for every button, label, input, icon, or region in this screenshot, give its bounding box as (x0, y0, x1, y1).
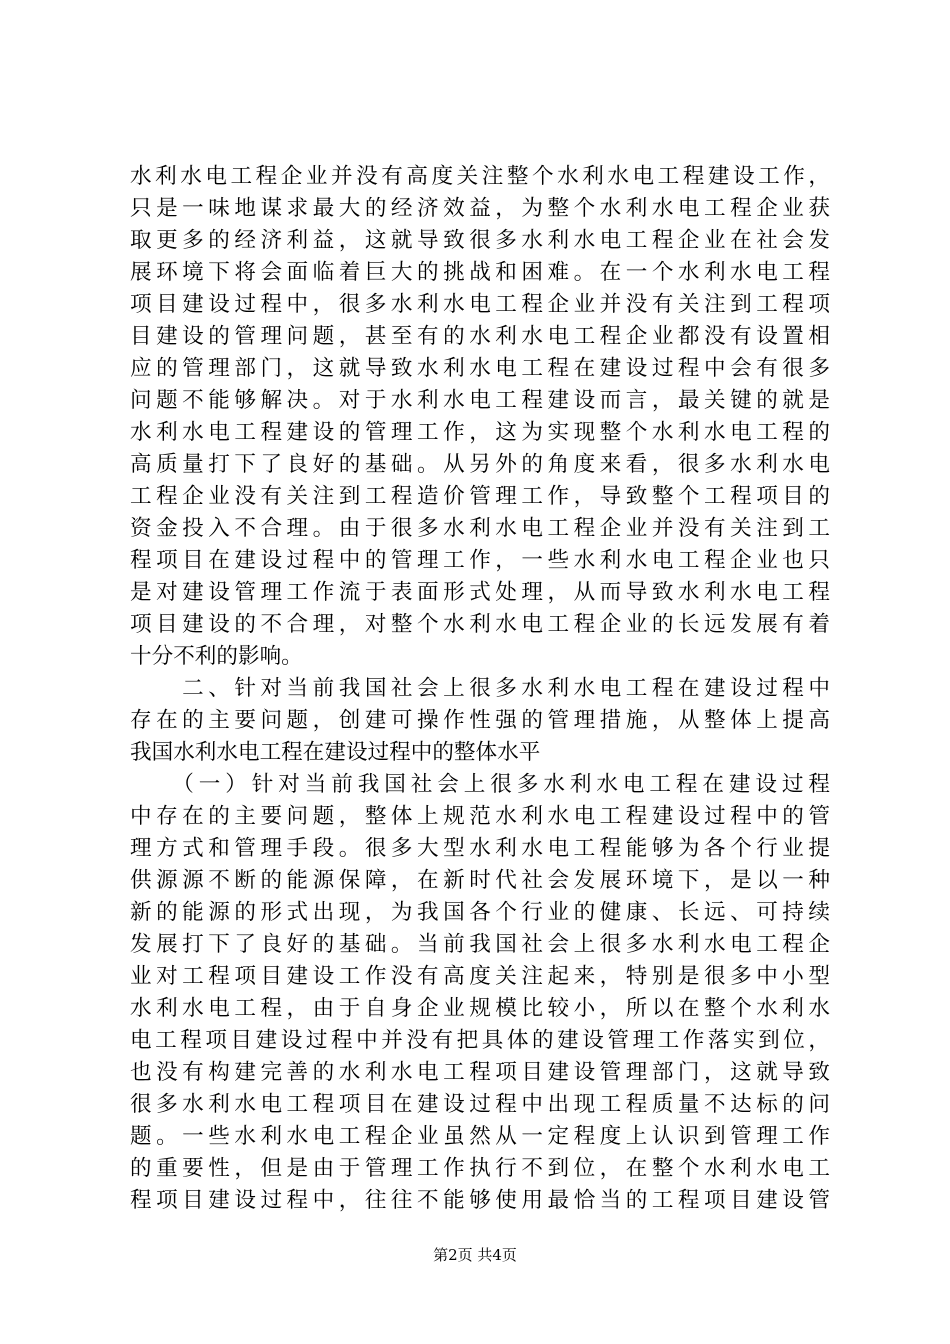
page-footer (0, 1245, 950, 1265)
text-line: 业对工程项目建设工作没有高度关注起来，特别是很多中小型 (130, 964, 830, 989)
text-line: 资金投入不合理。由于很多水利水电工程企业并没有关注到工 (130, 516, 830, 541)
text-line: 应的管理部门，这就导致水利水电工程在建设过程中会有很多 (130, 356, 830, 381)
document-body (130, 161, 830, 1217)
text-line: 项目建设的不合理，对整个水利水电工程企业的长远发展有着 (130, 612, 830, 637)
text-line: 水利水电工程，由于自身企业规模比较小，所以在整个水利水 (130, 996, 830, 1021)
section-heading-line: 存在的主要问题，创建可操作性强的管理措施，从整体上提高 (130, 708, 830, 733)
text-line: 程项目建设过程中，往往不能够使用最恰当的工程项目建设管 (130, 1188, 830, 1213)
text-line: 目建设的管理问题，甚至有的水利水电工程企业都没有设置相 (130, 324, 830, 349)
text-line: 水利水电工程建设的管理工作，这为实现整个水利水电工程的 (130, 420, 830, 445)
text-line: 新的能源的形式出现，为我国各个行业的健康、长远、可持续 (130, 900, 830, 925)
text-line: 中存在的主要问题，整体上规范水利水电工程建设过程中的管 (130, 804, 830, 829)
section-heading-line: 我国水利水电工程在建设过程中的整体水平 (130, 740, 541, 765)
text-line: 工程企业没有关注到工程造价管理工作，导致整个工程项目的 (130, 484, 830, 509)
section-heading-line: 二、针对当前我国社会上很多水利水电工程在建设过程中 (130, 676, 830, 701)
text-line: 也没有构建完善的水利水电工程项目建设管理部门，这就导致 (130, 1060, 830, 1085)
text-line: 供源源不断的能源保障，在新时代社会发展环境下，是以一种 (130, 868, 830, 893)
text-line: 电工程项目建设过程中并没有把具体的建设管理工作落实到位， (130, 1028, 830, 1053)
text-line: 发展打下了良好的基础。当前我国社会上很多水利水电工程企 (130, 932, 830, 957)
text-line: 十分不利的影响。 (130, 644, 303, 669)
text-line: 程项目在建设过程中的管理工作，一些水利水电工程企业也只 (130, 548, 830, 573)
text-line: 高质量打下了良好的基础。从另外的角度来看，很多水利水电 (130, 452, 830, 477)
text-line: 展环境下将会面临着巨大的挑战和困难。在一个水利水电工程 (130, 260, 830, 285)
text-line: 很多水利水电工程项目在建设过程中出现工程质量不达标的问 (130, 1092, 830, 1117)
text-line: 只是一味地谋求最大的经济效益，为整个水利水电工程企业获 (130, 196, 830, 221)
text-line: 题。一些水利水电工程企业虽然从一定程度上认识到管理工作 (130, 1124, 830, 1149)
text-line: 取更多的经济利益，这就导致很多水利水电工程企业在社会发 (130, 228, 830, 253)
page-number-label: 第2页 共4页 (433, 1246, 517, 1264)
text-line: 问题不能够解决。对于水利水电工程建设而言，最关键的就是 (130, 388, 830, 413)
text-line: 是对建设管理工作流于表面形式处理，从而导致水利水电工程 (130, 580, 830, 605)
subsection-line: （一）针对当前我国社会上很多水利水电工程在建设过程 (130, 772, 830, 797)
text-line: 水利水电工程企业并没有高度关注整个水利水电工程建设工作， (130, 164, 830, 189)
text-line: 项目建设过程中，很多水利水电工程企业并没有关注到工程项 (130, 292, 830, 317)
text-line: 理方式和管理手段。很多大型水利水电工程能够为各个行业提 (130, 836, 830, 861)
text-line: 的重要性，但是由于管理工作执行不到位，在整个水利水电工 (130, 1156, 830, 1181)
